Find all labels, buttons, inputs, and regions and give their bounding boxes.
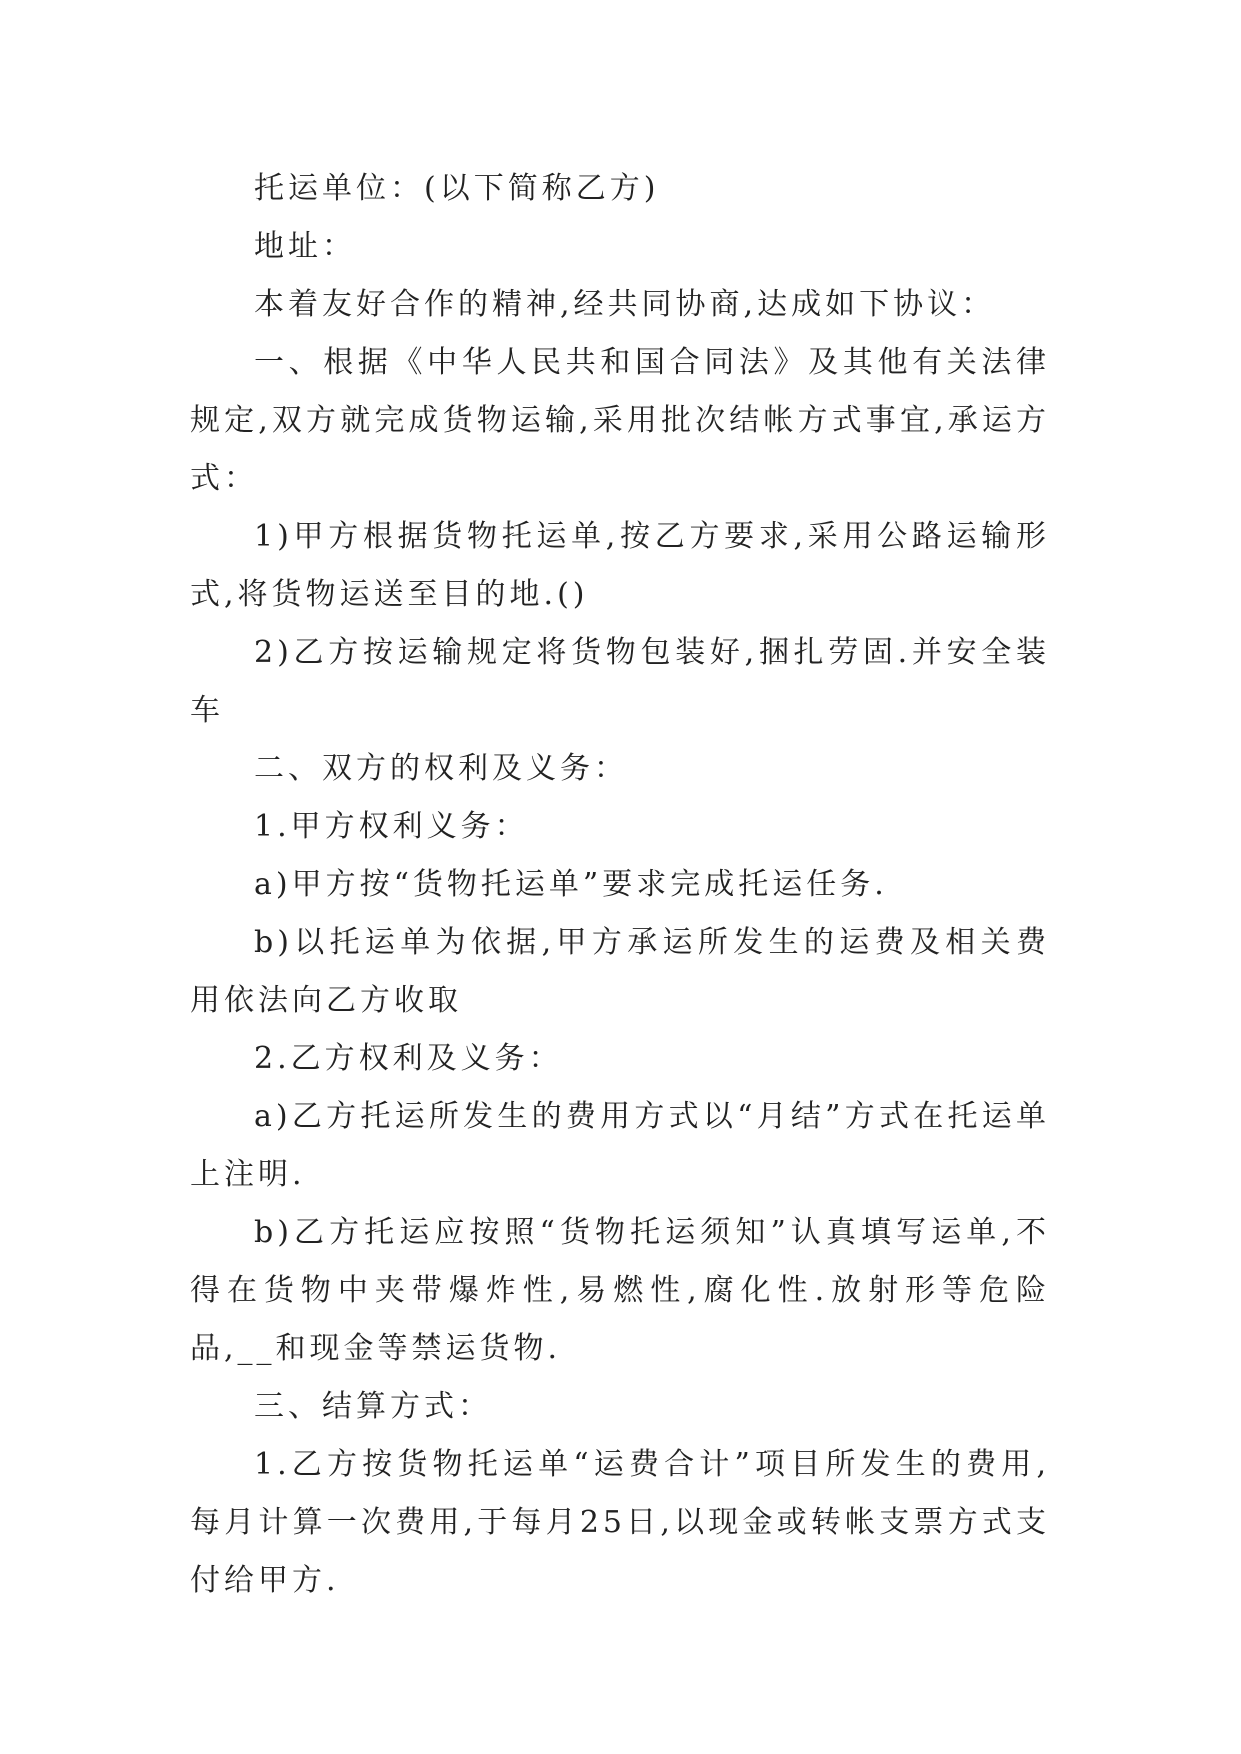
party-a-clause-a: a)甲方按“货物托运单”要求完成托运任务.: [254, 867, 888, 902]
preamble-paragraph: 本着友好合作的精神,经共同协商,达成如下协议：: [254, 287, 996, 322]
party-b-clause-a: a)乙方托运所发生的费用方式以“月结”方式在托运单上注明.: [190, 1099, 1050, 1192]
party-b-clause-b: b)乙方托运应按照“货物托运须知”认真填写运单,不得在货物中夹带爆炸性,易燃性,腐化性.放射形等危险品,__和现金等禁运货物.: [190, 1215, 1050, 1366]
document-body: [190, 160, 1050, 1610]
section-1-paragraph: 一、根据《中华人民共和国合同法》及其他有关法律规定,双方就完成货物运输,采用批次结帐方式事宜,承运方式：: [190, 345, 1050, 496]
party-a-clause-b: b)以托运单为依据,甲方承运所发生的运费及相关费用依法向乙方收取: [190, 925, 1050, 1018]
clause-1-2: 2)乙方按运输规定将货物包装好,捆扎劳固.并安全装车: [190, 635, 1050, 728]
address-line: 地址：: [254, 229, 356, 264]
section-3-heading: 三、结算方式：: [254, 1389, 492, 1424]
consignor-line: 托运单位：(以下简称乙方): [254, 171, 660, 206]
section-2-heading: 二、双方的权利及义务：: [254, 751, 628, 786]
party-a-rights-heading: 1.甲方权利义务：: [254, 809, 529, 844]
party-b-rights-heading: 2.乙方权利及义务：: [254, 1041, 563, 1076]
clause-1-1: 1)甲方根据货物托运单,按乙方要求,采用公路运输形式,将货物运送至目的地.(): [190, 519, 1050, 612]
settlement-clause-1: 1.乙方按货物托运单“运费合计”项目所发生的费用,每月计算一次费用,于每月25日,以现金或转帐支票方式支付给甲方.: [190, 1447, 1050, 1598]
